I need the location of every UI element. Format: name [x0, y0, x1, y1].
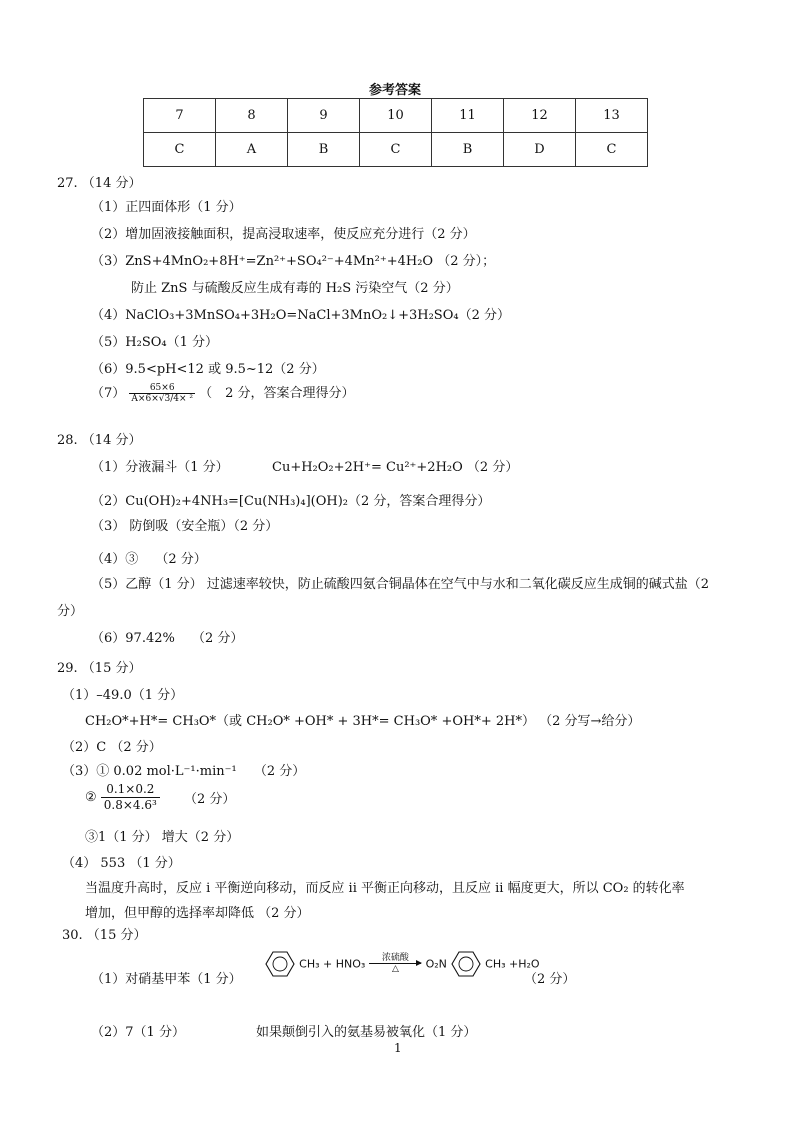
reaction-equation — [265, 950, 540, 978]
table-cell: D — [504, 133, 576, 167]
q30-line-2b: 如果颠倒引入的氨基易被氧化（1 分） — [256, 1025, 477, 1040]
table-cell: B — [288, 133, 360, 167]
q28-line-1b: Cu+H₂O₂+2H⁺= Cu²⁺+2H₂O （2 分） — [272, 460, 519, 475]
q29-line-2: （2）C （2 分） — [62, 740, 162, 755]
q28-line-4: （4）③ （2 分） — [91, 552, 207, 567]
q28-line-6: （6）97.42% （2 分） — [91, 631, 244, 646]
table-header-row — [144, 99, 648, 133]
q27-line-3b: 防止 ZnS 与硫酸反应生成有毒的 H₂S 污染空气（2 分） — [131, 281, 459, 296]
q27-line-7 — [91, 382, 355, 404]
table-cell: C — [360, 133, 432, 167]
q29-heading: 29. （15 分） — [57, 661, 142, 676]
q29-line-4: （4） 553 （1 分） — [62, 856, 181, 871]
table-cell: B — [432, 133, 504, 167]
arrow-icon — [369, 963, 421, 964]
q28-line-5b: 分） — [57, 604, 84, 619]
q29-line-3b — [85, 782, 235, 813]
q29-line-1: （1）–49.0（1 分） — [62, 688, 184, 703]
table-cell: C — [144, 133, 216, 167]
reaction-products: CH₃ +H₂O — [485, 957, 540, 971]
q29-line-4c: 增加，但甲醇的选择率却降低 （2 分） — [85, 906, 310, 921]
q30-heading: 30. （15 分） — [62, 928, 147, 943]
reaction-score: （2 分） — [524, 972, 576, 987]
table-cell: C — [576, 133, 648, 167]
q27-line-2: （2）增加固液接触面积，提高浸取速率，使反应充分进行（2 分） — [91, 227, 476, 242]
q29-line-3b-suffix: （2 分） — [183, 792, 236, 807]
reaction-arrow — [369, 953, 421, 975]
table-cell: 13 — [576, 99, 648, 133]
table-cell: 12 — [504, 99, 576, 133]
q28-line-3: （3） 防倒吸（安全瓶）（2 分） — [91, 519, 279, 534]
q27-line-4: （4）NaClO₃+3MnSO₄+3H₂O=NaCl+3MnO₂↓+3H₂SO₄（2 分） — [91, 308, 510, 323]
q27-fraction-numerator: 65×6 — [129, 383, 195, 394]
table-cell: 8 — [216, 99, 288, 133]
q27-fraction — [129, 383, 195, 404]
table-cell: A — [216, 133, 288, 167]
q30-line-2a: （2）7（1 分） — [91, 1025, 185, 1040]
reaction-product-prefix: O₂N — [425, 957, 447, 971]
q27-fraction-denominator: A×6×√3/4× ² — [131, 394, 193, 404]
benzene-ring-icon — [451, 950, 481, 978]
table-cell: 10 — [360, 99, 432, 133]
page-title: 参考答案 — [369, 83, 422, 98]
q28-heading: 28. （14 分） — [57, 433, 142, 448]
q29-fraction — [101, 782, 160, 813]
q27-line-6: （6）9.5<pH<12 或 9.5~12（2 分） — [91, 362, 325, 377]
q27-line-7-prefix: （7） — [91, 386, 126, 401]
reaction-reactants: CH₃ + HNO₃ — [299, 957, 366, 971]
q29-fraction-denominator: 0.8×4.6³ — [103, 798, 157, 812]
reaction-condition-top: 浓硫酸 — [381, 953, 409, 963]
q28-line-2: （2）Cu(OH)₂+4NH₃=[Cu(NH₃)₄](OH)₂（2 分，答案合理得分） — [91, 494, 491, 509]
table-cell: 7 — [144, 99, 216, 133]
q29-line-1b: CH₂O*+H*= CH₃O*（或 CH₂O* +OH* + 3H*= CH₃O* +OH*+ 2H*） （2 分写→给分） — [85, 714, 641, 729]
page-number: 1 — [394, 1041, 402, 1055]
q30-line-1: （1）对硝基甲苯（1 分） — [91, 972, 242, 987]
q29-line-3b-prefix: ② — [85, 790, 97, 805]
table-cell: 11 — [432, 99, 504, 133]
table-answer-row — [144, 133, 648, 167]
q29-line-4b: 当温度升高时，反应 i 平衡逆向移动，而反应 ii 平衡正向移动，且反应 ii 幅度更大，所以 CO₂ 的转化率 — [85, 881, 685, 896]
q27-line-1: （1）正四面体形（1 分） — [91, 200, 242, 215]
answer-table — [143, 98, 648, 167]
q29-line-3c: ③1（1 分） 增大（2 分） — [85, 830, 240, 845]
table-cell: 9 — [288, 99, 360, 133]
q28-line-5: （5）乙醇（1 分） 过滤速率较快，防止硫酸四氨合铜晶体在空气中与水和二氧化碳反应生成铜的碱式盐（2 — [91, 577, 710, 592]
q29-line-3: （3）① 0.02 mol·L⁻¹·min⁻¹ （2 分） — [62, 764, 306, 779]
q27-line-3: （3）ZnS+4MnO₂+8H⁺=Zn²⁺+SO₄²⁻+4Mn²⁺+4H₂O （2 分）； — [91, 254, 496, 269]
q28-line-1a: （1）分液漏斗（1 分） — [91, 460, 229, 475]
q27-line-5: （5）H₂SO₄（1 分） — [91, 335, 218, 350]
q29-fraction-numerator: 0.1×0.2 — [101, 782, 160, 798]
benzene-ring-icon — [265, 950, 295, 978]
q27-heading: 27. （14 分） — [57, 176, 142, 191]
reaction-condition-bottom: △ — [391, 964, 399, 974]
q27-line-7-suffix: （ 2 分，答案合理得分） — [199, 386, 355, 401]
